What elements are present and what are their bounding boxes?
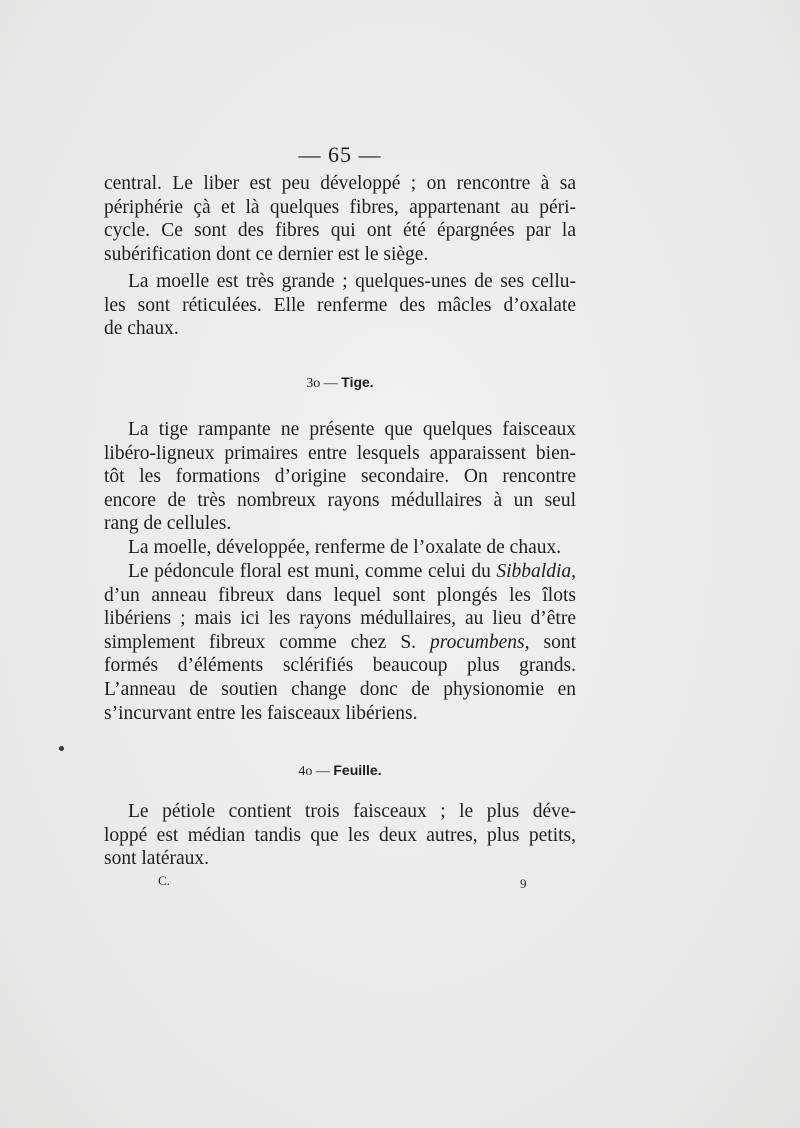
signature-mark: C. <box>158 873 170 888</box>
taxon-name: procumbens, <box>430 631 530 653</box>
text-line: loppé est médian tandis que les deux autres, plus petits, <box>104 824 576 846</box>
text-line: subérification dont ce dernier est le siège. <box>104 243 429 265</box>
text-line: L’anneau de soutien change donc de physionomie en <box>104 678 576 700</box>
text-line: libériens ; mais ici les rayons médullaires, au lieu d’être <box>104 608 576 630</box>
heading-title: Tige. <box>341 374 374 390</box>
heading-feuille <box>0 762 680 780</box>
paragraph-moelle <box>104 270 576 341</box>
heading-number: 3o <box>306 376 321 391</box>
text-line: cycle. Ce sont des fibres qui ont été épargnées par la <box>104 220 576 242</box>
text-line <box>104 560 576 584</box>
text-line: central. Le liber est peu développé ; on rencontre à sa <box>104 173 576 194</box>
paragraph-central <box>104 172 576 266</box>
heading-dash: — <box>323 376 342 391</box>
text-line: La moelle, développée, renferme de l’oxalate de chaux. <box>128 537 562 558</box>
paragraph-tige-rampante <box>104 418 576 536</box>
text-span: Le pédoncule floral est muni, comme celui du <box>128 561 497 582</box>
text-line: libéro-ligneux primaires entre lesquels apparaissent bien- <box>104 442 576 464</box>
text-line: encore de très nombreux rayons médullaires à un seul <box>104 489 576 511</box>
text-line: La tige rampante ne présente que quelques faisceaux <box>128 419 576 440</box>
heading-number: 4o <box>298 764 313 779</box>
taxon-name: Sibbaldia, <box>496 561 576 582</box>
text-line: d’un anneau fibreux dans lequel sont plongés les îlots <box>104 584 576 606</box>
paragraph-tige-moelle <box>104 536 576 560</box>
heading-tige <box>0 374 680 392</box>
text-line: de chaux. <box>104 318 179 340</box>
text-line: formés d’éléments sclérifiés beaucoup plus grands. <box>104 655 576 677</box>
heading-title: Feuille. <box>333 762 382 778</box>
text-line: tôt les formations d’origine secondaire. On rencontre <box>104 466 576 488</box>
heading-dash: — <box>315 764 334 779</box>
paragraph-petiole <box>104 800 576 871</box>
text-line <box>104 631 576 655</box>
text-line: s’incurvant entre les faisceaux libériens. <box>104 702 418 724</box>
paragraph-pedoncule <box>104 560 576 725</box>
text-line: Le pétiole contient trois faisceaux ; le plus déve- <box>128 801 576 822</box>
text-line: périphérie çà et là quelques fibres, appartenant au péri- <box>104 196 576 218</box>
text-span: simplement fibreux comme chez S. <box>104 631 431 653</box>
text-line: les sont réticulées. Elle renferme des mâcles d’oxalate <box>104 294 576 316</box>
text-line: rang de cellules. <box>104 513 232 535</box>
text-span: sont <box>529 631 576 653</box>
text-line: La moelle est très grande ; quelques-unes de ses cellu- <box>128 271 576 292</box>
signature-number: 9 <box>520 876 527 891</box>
ink-spot <box>59 746 64 751</box>
text-line: sont latéraux. <box>104 848 210 870</box>
page-number: — 65 — <box>298 142 382 167</box>
